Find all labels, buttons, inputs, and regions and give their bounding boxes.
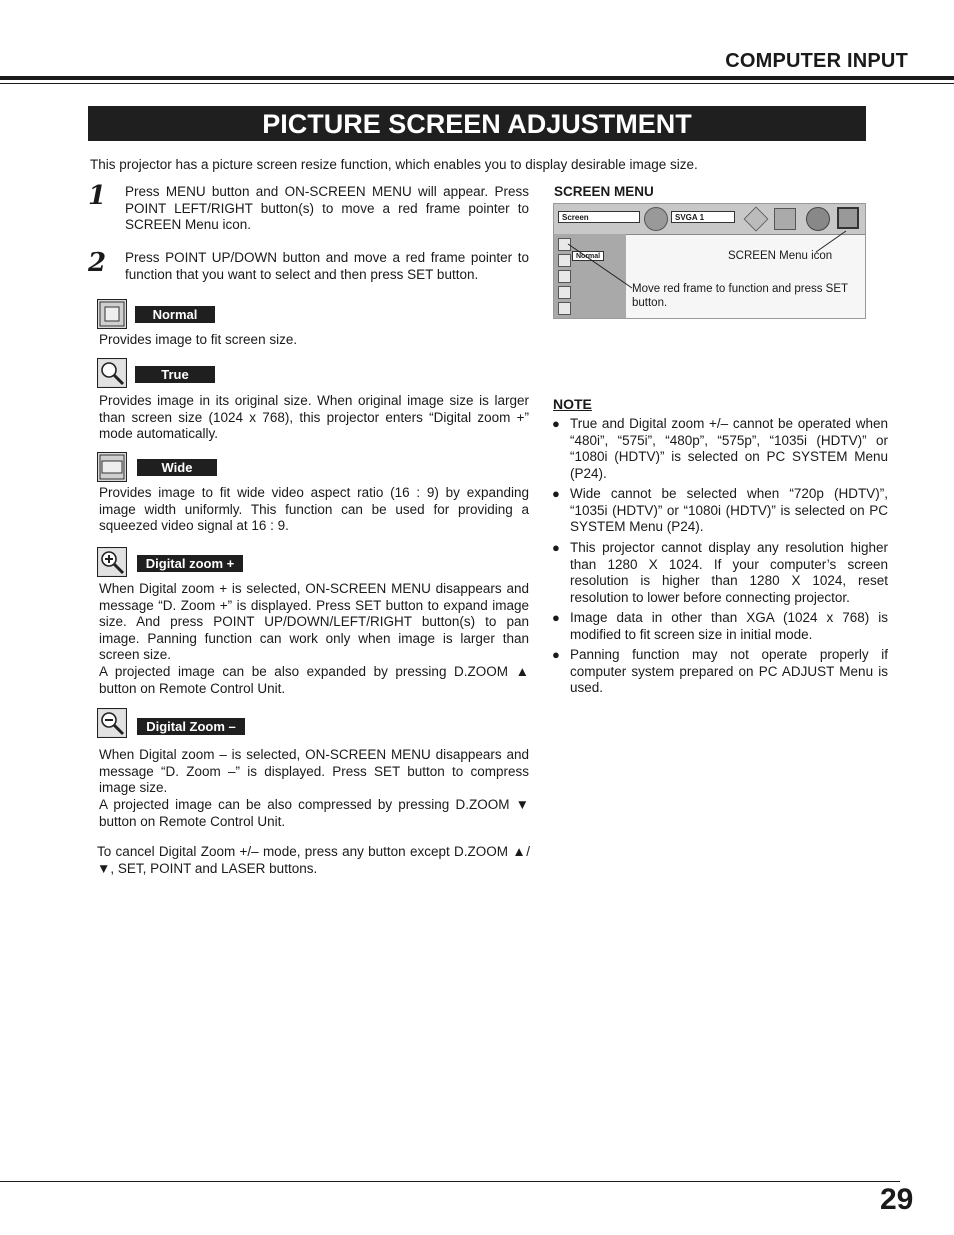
- note-item-text: Wide cannot be selected when “720p (HDTV)”, “1035i (HDTV)” or “1080i (HDTV)” is selected on PC SYSTEM Menu (P24).: [570, 486, 888, 534]
- zoom-out-icon: [97, 708, 127, 738]
- bullet-icon: ●: [552, 416, 560, 431]
- page-title: PICTURE SCREEN ADJUSTMENT: [88, 106, 866, 141]
- screen-menu-illustration: [553, 203, 866, 319]
- screen-menu-title: SCREEN MENU: [554, 184, 654, 199]
- callout-screen-menu-icon: SCREEN Menu icon: [728, 250, 833, 262]
- note-item: [552, 416, 888, 482]
- note-item: [552, 540, 888, 606]
- header-rule-thin: [0, 83, 954, 84]
- wide-desc: Provides image to fit wide video aspect ratio (16 : 9) by expanding image width uniformly. This function can be used for providing a squeezed video signal at 16 : 9.: [99, 485, 529, 533]
- step-2-text: Press POINT UP/DOWN button and move a red frame pointer to function that you want to select and then press SET button.: [125, 250, 529, 282]
- cancel-text: To cancel Digital Zoom +/– mode, press any button except D.ZOOM ▲/▼, SET, POINT and LASER buttons.: [97, 844, 530, 876]
- header-rule: [0, 76, 954, 80]
- footer-rule: [0, 1181, 900, 1182]
- note-item-text: Panning function may not operate properly if computer system prepared on PC ADJUST Menu is used.: [570, 647, 888, 695]
- digital-zoom-plus-desc: When Digital zoom + is selected, ON-SCREEN MENU disappears and message “D. Zoom +” is displayed. Press SET button to expand image size. And press POINT UP/DOWN/LEFT/RIGHT button(s) to pan image. Panning function can work only when image is larger than screen size.: [99, 581, 529, 662]
- section-title: COMPUTER INPUT: [725, 50, 908, 72]
- bullet-icon: ●: [552, 647, 560, 662]
- intro-text: This projector has a picture screen resize function, which enables you to display desirable image size.: [90, 157, 698, 172]
- true-desc: Provides image in its original size. When original image size is larger than screen size (1024 x 768), this projector enters “Digital zoom +” mode automatically.: [99, 393, 529, 441]
- step-1-text: Press MENU button and ON-SCREEN MENU will appear. Press POINT LEFT/RIGHT button(s) to move a red frame pointer to SCREEN Menu icon.: [125, 184, 529, 232]
- note-item: [552, 647, 888, 697]
- bullet-icon: ●: [552, 610, 560, 625]
- selected-item-label[interactable]: Normal: [572, 251, 604, 261]
- wide-label: Wide: [137, 459, 217, 476]
- normal-label: Normal: [135, 306, 215, 323]
- digital-zoom-plus-label: Digital zoom +: [137, 555, 243, 572]
- note-item-text: This projector cannot display any resolution higher than 1280 X 1024. If your computer’s screen resolution is higher than 1280 X 1024, reset resolution to lower before connecting projector.: [570, 540, 888, 605]
- callout-move-frame: Move red frame to function and press SET button.: [632, 283, 848, 309]
- step-2-number: 2: [88, 248, 107, 278]
- true-label: True: [135, 366, 215, 383]
- step-1-number: 1: [88, 181, 107, 211]
- digital-zoom-minus-desc: When Digital zoom – is selected, ON-SCREEN MENU disappears and message “D. Zoom –” is displayed. Press SET button to compress image size.: [99, 747, 529, 795]
- note-item-text: True and Digital zoom +/– cannot be operated when “480i”, “575i”, “480p”, “575p”, “1035i (HDTV)” or “1080i (HDTV)” is selected on PC SYSTEM Menu (P24).: [570, 416, 888, 481]
- digital-zoom-minus-desc-2: A projected image can be also compressed by pressing D.ZOOM ▼ button on Remote Control Unit.: [99, 797, 529, 829]
- screen-tab[interactable]: Screen: [558, 211, 640, 223]
- page-number: 29: [880, 1183, 914, 1216]
- note-item: [552, 486, 888, 536]
- wide-icon: [97, 452, 127, 482]
- normal-icon: [97, 299, 127, 329]
- signal-tab[interactable]: SVGA 1: [671, 211, 735, 223]
- digital-zoom-plus-desc-2: A projected image can be also expanded by pressing D.ZOOM ▲ button on Remote Control Unit.: [99, 664, 529, 696]
- bullet-icon: ●: [552, 486, 560, 501]
- normal-desc: Provides image to fit screen size.: [99, 332, 298, 347]
- zoom-in-icon: [97, 547, 127, 577]
- magnifier-icon: [97, 358, 127, 388]
- bullet-icon: ●: [552, 540, 560, 555]
- note-title: NOTE: [553, 396, 592, 412]
- note-item-text: Image data in other than XGA (1024 x 768) is modified to fit screen size in initial mode.: [570, 610, 888, 642]
- note-item: [552, 610, 888, 643]
- digital-zoom-minus-label: Digital Zoom –: [137, 718, 245, 735]
